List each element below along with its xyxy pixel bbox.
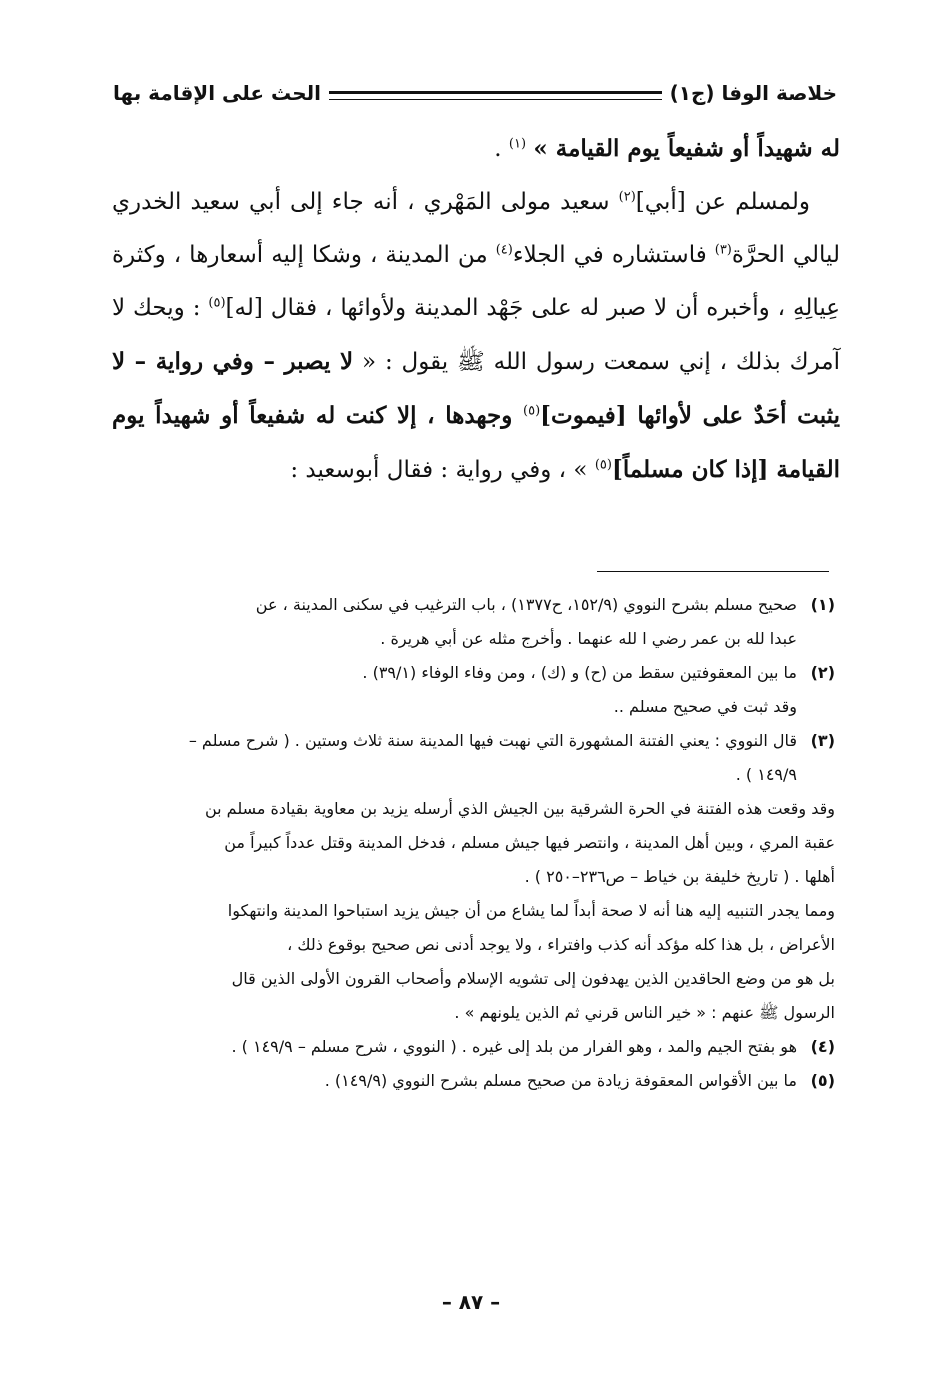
footnote-1	[105, 588, 835, 656]
footnote-ref-5: (٥)	[523, 403, 541, 419]
footnote-line: ١٤٩/٩ ) .	[735, 765, 797, 784]
footnote-number: (٤)	[810, 1037, 835, 1056]
footnote-ref-5: (٥)	[594, 457, 612, 473]
running-header	[113, 74, 837, 112]
footnote-ref-1: (١)	[508, 136, 527, 152]
footnote-separator	[597, 571, 829, 572]
footnote-ref-5: (٥)	[208, 295, 226, 311]
footnote-line: وقد ثبت في صحيح مسلم ..	[613, 697, 797, 716]
hadith-text: وجهدها ، إلا كنت له شفيعاً أو شهيداً يوم القيامة [إذا كان مسلماً]	[112, 402, 840, 483]
text-run: فاستشاره في الجلاء	[512, 242, 715, 268]
footnote-line: ما بين المعقوفتين سقط من (ح) و (ك) ، ومن وفاء الوفاء (٣٩/١) .	[362, 663, 797, 682]
text-run: سعيد مولى المَهْري ، أنه جاء إلى أبي سعيد الخدري ليالي الحرَّة	[112, 189, 841, 268]
footnote-3-continued	[105, 792, 835, 1030]
footnote-line: أهلها . ( تاريخ خليفة بن خياط – ص٢٣٦–٢٥٠ ) .	[524, 867, 835, 886]
footnote-number: (٣)	[810, 731, 835, 750]
text-run: : ويحك لا آمرك بذلك ، إني سمعت رسول الله ﷺ يقول : «	[112, 295, 840, 375]
footnote-ref-2: (٢)	[618, 189, 636, 205]
text-run: من المدينة ، وشكا إليه أسعارها ، وكثرة عِيالِهِ ، وأخبره أن لا صبر له على جَهْد المدينة ولأوائها ، فقال [له]	[112, 242, 840, 321]
book-title: خلاصة الوفا (ج١)	[669, 81, 837, 105]
footnote-line: ومما يجدر التنبيه إليه هنا أنه لا صحة أبداً لما يشاع من أن جيش يزيد استباحوا المدينة وانتهكوا	[227, 901, 835, 920]
footnote-number: (٢)	[810, 663, 835, 682]
footnote-line: عقبة المري ، وبين أهل المدينة ، وانتصر فيها جيش مسلم ، فدخل المدينة وقتل عدداً كبيراً من	[224, 833, 835, 852]
footnote-line: هو بفتح الجيم والمد ، وهو الفرار من بلد إلى غيره . ( النووي ، شرح مسلم – ١٤٩/٩ ) .	[231, 1037, 797, 1056]
footnotes	[105, 588, 835, 1098]
footnote-number: (٥)	[810, 1071, 835, 1090]
paragraph-2	[112, 176, 840, 497]
footnote-line: الرسول ﷺ عنهم : « خير الناس قرني ثم الذين يلونهم » .	[454, 1003, 835, 1022]
footnote-line: صحيح مسلم بشرح النووي (١٥٢/٩، ح١٣٧٧) ، باب الترغيب في سكنى المدينة ، عن	[255, 595, 797, 614]
chapter-title: الحث على الإقامة بها	[113, 81, 321, 105]
footnote-number: (١)	[810, 595, 835, 614]
footnote-5	[105, 1064, 835, 1098]
footnote-ref-4: (٤)	[495, 242, 513, 258]
footnote-3	[105, 724, 835, 792]
footnote-ref-3: (٣)	[714, 242, 732, 258]
footnote-2	[105, 656, 835, 724]
text-run: ولمسلم عن [أبي]	[635, 189, 810, 215]
footnote-4	[105, 1030, 835, 1064]
footnote-line: ما بين الأقواس المعقوفة زيادة من صحيح مسلم بشرح النووي (١٤٩/٩) .	[324, 1071, 797, 1090]
footnote-line: قال النووي : يعني الفتنة المشهورة التي نهبت فيها المدينة سنة ثلاث وستين . ( شرح مسلم –	[188, 731, 797, 750]
footnote-line: وقد وقعت هذه الفتنة في الحرة الشرقية بين الجيش الذي أرسله يزيد بن معاوية بقيادة مسلم بن	[204, 799, 835, 818]
header-rule	[329, 91, 662, 100]
hadith-ending: له شهيداً أو شفيعاً يوم القيامة »	[533, 135, 840, 162]
text-run: » ، وفي رواية : فقال أبوسعيد :	[290, 457, 595, 483]
footnote-line: الأعراض ، بل هذا كله مؤكد أنه كذب وافتراء ، ولا يوجد أدنى نص صحيح بوقوع ذلك ،	[287, 935, 835, 954]
hadith-text: لا يصبر – وفي رواية – لا يثبت أحَدٌ على لأوائها [فيموت]	[112, 348, 840, 429]
main-text	[112, 122, 840, 497]
footnote-line: بل هو من وضع الحاقدين الذين يهدفون إلى تشويه الإسلام وأصحاب القرون الأولى الذين قال	[231, 969, 835, 988]
page-number: – ٨٧ –	[441, 1290, 501, 1314]
footnote-line: عبدا لله بن عمر رضي ا لله عنهما . وأخرج مثله عن أبي هريرة .	[380, 629, 797, 648]
sentence-end: .	[494, 136, 509, 162]
paragraph-1	[112, 122, 840, 176]
